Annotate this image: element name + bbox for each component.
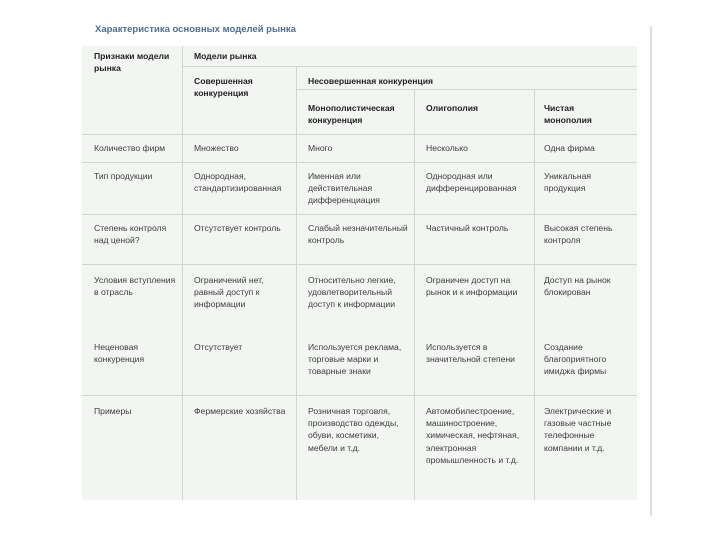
market-models-table (82, 46, 637, 500)
header-criteria: Признаки модели рынка (94, 51, 170, 74)
header-divider (296, 89, 637, 90)
content-border (650, 26, 652, 516)
header-oligopoly: Олигополия (426, 103, 479, 113)
cell-monopoly: Высокая степень контроля (544, 223, 613, 246)
cell-criterion: Условия вступления в отрасль (94, 275, 176, 298)
header-monopolistic: Монополистическая конкуренция (308, 103, 395, 126)
row-divider (82, 214, 637, 215)
cell-perfect: Фермерские хозяйства (194, 406, 286, 416)
cell-monopoly: Создание благоприятного имиджа фирмы (544, 342, 607, 377)
column-divider (414, 89, 415, 500)
header-pure-monopoly: Чистая монополия (544, 103, 592, 126)
row-divider (82, 134, 637, 135)
cell-monopolistic: Именная или действительная дифференциация (308, 171, 380, 206)
column-divider (296, 66, 297, 500)
cell-monopoly: Электрические и газовые частные телефонные компании и т.д. (544, 406, 612, 453)
cell-monopoly: Одна фирма (544, 143, 595, 153)
cell-monopolistic: Слабый незначительный контроль (308, 223, 408, 246)
cell-criterion: Степень контроля над ценой? (94, 223, 167, 246)
header-perfect: Совершенная конкуренция (194, 76, 253, 99)
header-imperfect: Несовершенная конкуренция (308, 76, 433, 86)
cell-perfect: Однородная, стандартизированная (194, 171, 282, 194)
cell-monopolistic: Розничная торговля, производство одежды, обуви, косметики, мебели и т.д. (308, 406, 399, 453)
row-divider (82, 162, 637, 163)
cell-perfect: Отсутствует контроль (194, 223, 281, 233)
row-divider (82, 264, 637, 265)
cell-monopolistic: Много (308, 143, 333, 153)
cell-monopoly: Доступ на рынок блокирован (544, 275, 611, 298)
cell-oligopoly: Несколько (426, 143, 468, 153)
table-caption: Характеристика основных моделей рынка (95, 24, 296, 35)
cell-criterion: Примеры (94, 406, 132, 416)
cell-perfect: Ограничений нет, равный доступ к информации (194, 275, 264, 310)
cell-perfect: Отсутствует (194, 342, 243, 352)
cell-criterion: Количество фирм (94, 143, 166, 153)
cell-oligopoly: Автомобилестроение, машиностроение, химическая, нефтяная, электронная промышленность и т.д. (426, 406, 520, 465)
column-divider (534, 89, 535, 500)
cell-oligopoly: Однородная или дифференцированная (426, 171, 517, 194)
cell-monopoly: Уникальная продукция (544, 171, 592, 194)
cell-monopolistic: Используется реклама, торговые марки и товарные знаки (308, 342, 402, 377)
cell-oligopoly: Ограничен доступ на рынок и к информации (426, 275, 518, 298)
cell-oligopoly: Частичный контроль (426, 223, 509, 233)
cell-criterion: Тип продукции (94, 171, 153, 181)
cell-oligopoly: Используется в значительной степени (426, 342, 515, 365)
cell-perfect: Множество (194, 143, 239, 153)
cell-criterion: Неценовая конкуренция (94, 342, 145, 365)
row-divider (82, 395, 637, 396)
column-divider (182, 46, 183, 500)
header-models: Модели рынка (194, 51, 257, 61)
header-divider (182, 66, 637, 67)
cell-monopolistic: Относительно легкие, удовлетворительный доступ к информации (308, 275, 396, 310)
